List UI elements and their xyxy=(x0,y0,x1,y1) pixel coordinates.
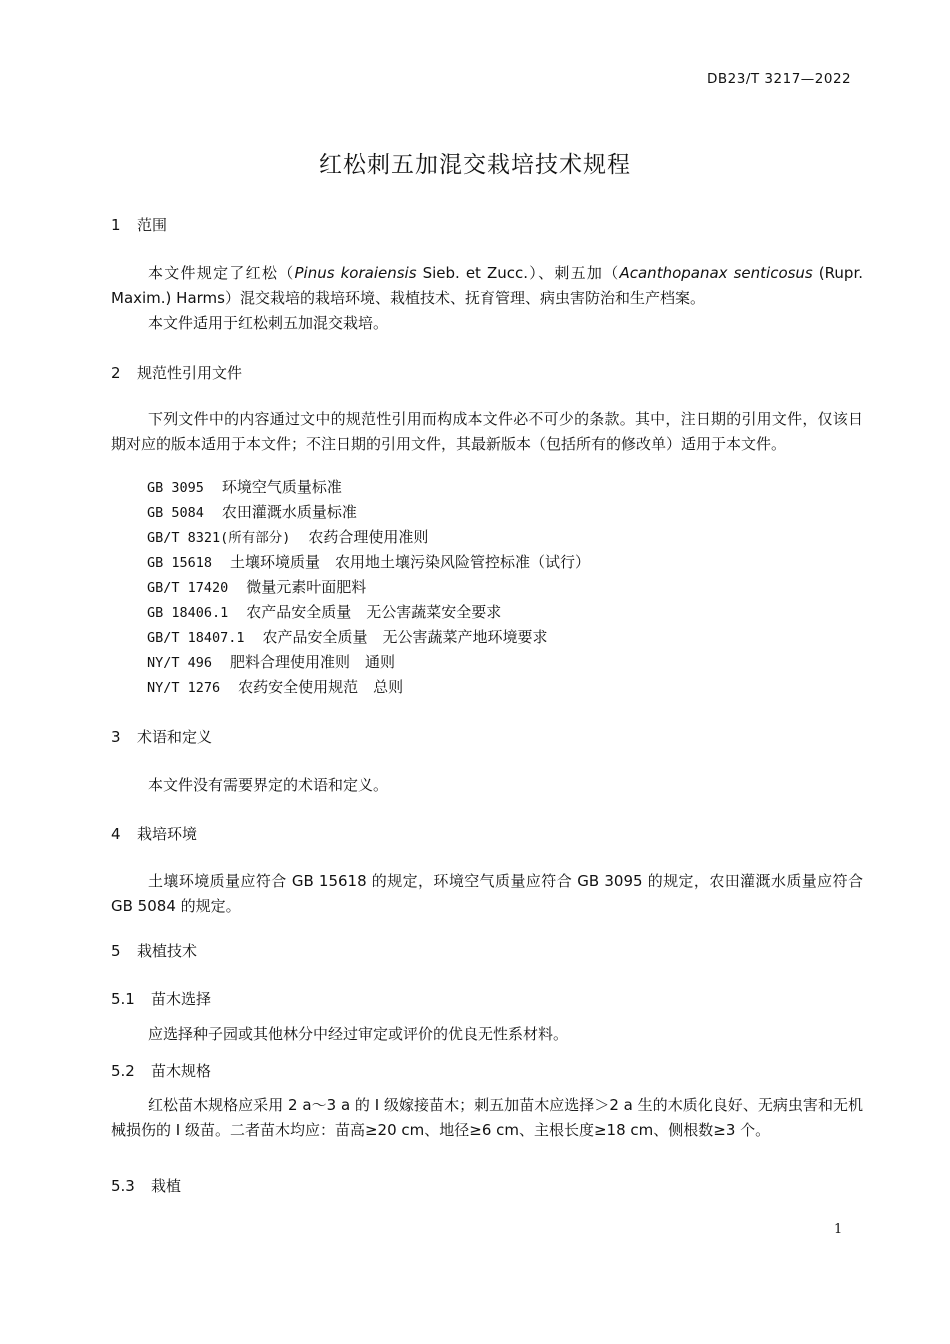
latin-name: Acanthopanax senticosus xyxy=(619,264,813,282)
section-title: 范围 xyxy=(137,216,168,234)
subsection-5-1-paragraph: 应选择种子园或其他林分中经过审定或评价的优良无性系材料。 xyxy=(148,1025,569,1043)
section-1-paragraph-1 xyxy=(111,261,863,311)
section-title: 栽培环境 xyxy=(137,825,198,843)
reference-code: GB/T 8321(所有部分) xyxy=(147,530,291,546)
section-5-heading xyxy=(111,940,197,961)
latin-name: Pinus koraiensis xyxy=(294,264,417,282)
text-run: Sieb. et Zucc.）、刺五加（ xyxy=(416,264,620,282)
reference-item xyxy=(147,501,357,522)
reference-title: 农药合理使用准则 xyxy=(308,528,429,546)
reference-item xyxy=(147,676,403,697)
standard-number: DB23/T 3217—2022 xyxy=(707,71,852,87)
reference-title: 农产品安全质量 无公害蔬菜安全要求 xyxy=(246,603,502,621)
section-title: 栽植技术 xyxy=(137,942,198,960)
reference-code: GB 15618 xyxy=(147,555,213,571)
reference-code: NY/T 1276 xyxy=(147,680,221,696)
section-2-heading xyxy=(111,362,242,383)
section-number: 5 xyxy=(111,942,121,960)
reference-code: GB/T 18407.1 xyxy=(147,630,245,646)
subsection-5-3-heading xyxy=(111,1175,181,1196)
document-title: 红松刺五加混交栽培技术规程 xyxy=(319,152,631,178)
reference-title: 农田灌溉水质量标准 xyxy=(221,503,357,521)
reference-code: NY/T 496 xyxy=(147,655,213,671)
reference-title: 环境空气质量标准 xyxy=(221,478,342,496)
section-title: 术语和定义 xyxy=(137,728,213,746)
section-4-heading xyxy=(111,823,197,844)
reference-code: GB 3095 xyxy=(147,480,204,496)
text-run: (Rupr. Maxim.) Harms）混交栽培的栽培环境、栽植技术、抚育管理、病虫害防治和生产档案。 xyxy=(111,264,863,307)
subsection-5-1-heading xyxy=(111,988,211,1009)
reference-code: GB 18406.1 xyxy=(147,605,229,621)
reference-title: 农产品安全质量 无公害蔬菜产地环境要求 xyxy=(262,628,548,646)
section-1-heading xyxy=(111,214,167,235)
section-number: 1 xyxy=(111,216,121,234)
subsection-5-2-heading xyxy=(111,1060,211,1081)
section-3-paragraph: 本文件没有需要界定的术语和定义。 xyxy=(148,776,389,794)
section-4-paragraph: 土壤环境质量应符合 GB 15618 的规定，环境空气质量应符合 GB 3095 的规定，农田灌溉水质量应符合 GB 5084 的规定。 xyxy=(111,872,863,915)
reference-item xyxy=(147,476,342,497)
subsection-5-2-paragraph: 红松苗木规格应采用 2 a～3 a 的 I 级嫁接苗木；刺五加苗木应选择＞2 a 生的木质化良好、无病虫害和无机械损伤的 I 级苗。二者苗木均应：苗高≥20 cm、地径≥6 cm、主根长度≥18 cm、侧根数≥3 个。 xyxy=(111,1096,863,1139)
subsection-number: 5.2 xyxy=(111,1062,135,1080)
section-3-heading xyxy=(111,726,212,747)
subsection-title: 苗木选择 xyxy=(151,990,212,1008)
page-number: 1 xyxy=(834,1222,843,1237)
subsection-title: 苗木规格 xyxy=(151,1062,212,1080)
section-number: 2 xyxy=(111,364,121,382)
reference-code: GB 5084 xyxy=(147,505,204,521)
reference-item xyxy=(147,651,395,672)
text-run: 本文件规定了红松（ xyxy=(148,264,295,282)
reference-title: 农药安全使用规范 总则 xyxy=(238,678,404,696)
section-2-intro: 下列文件中的内容通过文中的规范性引用而构成本文件必不可少的条款。其中，注日期的引用文件，仅该日期对应的版本适用于本文件；不注日期的引用文件，其最新版本（包括所有的修改单）适用于本文件。 xyxy=(111,410,863,453)
section-number: 4 xyxy=(111,825,121,843)
reference-item xyxy=(147,551,590,572)
subsection-title: 栽植 xyxy=(151,1177,182,1195)
reference-item xyxy=(147,576,366,597)
reference-title: 土壤环境质量 农用地土壤污染风险管控标准（试行） xyxy=(230,553,591,571)
section-1-paragraph-2: 本文件适用于红松刺五加混交栽培。 xyxy=(148,314,389,332)
subsection-number: 5.1 xyxy=(111,990,135,1008)
reference-code: GB/T 17420 xyxy=(147,580,229,596)
reference-item xyxy=(147,626,548,647)
reference-item xyxy=(147,526,428,547)
reference-title: 肥料合理使用准则 通则 xyxy=(230,653,396,671)
reference-title: 微量元素叶面肥料 xyxy=(246,578,367,596)
subsection-number: 5.3 xyxy=(111,1177,135,1195)
reference-item xyxy=(147,601,501,622)
section-number: 3 xyxy=(111,728,121,746)
section-title: 规范性引用文件 xyxy=(137,364,243,382)
